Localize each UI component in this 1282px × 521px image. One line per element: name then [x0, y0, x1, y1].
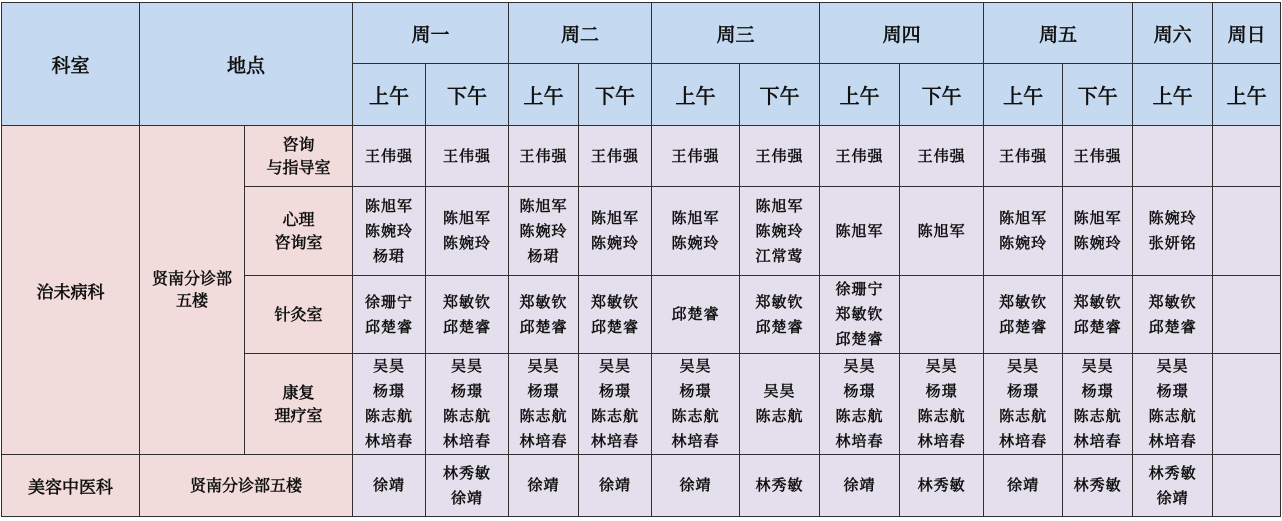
staff-name: 邱楚睿 — [999, 317, 1048, 336]
staff-name: 张妍铭 — [1148, 234, 1197, 252]
schedule-table — [1, 2, 1281, 517]
schedule-cell — [652, 276, 740, 354]
schedule-cell — [579, 354, 652, 455]
staff-name: 陈婉玲 — [1148, 209, 1197, 227]
staff-name: 杨珺 — [373, 246, 406, 265]
staff-name: 林秀敏 — [1073, 476, 1122, 494]
schedule-cell — [1213, 187, 1281, 276]
schedule-cell — [1063, 455, 1133, 517]
staff-name: 郑敏钦 — [999, 292, 1048, 311]
staff-name: 邱楚睿 — [835, 330, 884, 348]
period-header: 下午 — [579, 64, 652, 126]
schedule-cell — [1063, 354, 1133, 455]
period-header: 下午 — [426, 64, 509, 126]
staff-name: 杨璟 — [373, 382, 406, 400]
staff-name: 陈旭军 — [755, 196, 804, 215]
room-name — [245, 126, 353, 187]
staff-name: 徐珊宁 — [835, 280, 884, 298]
staff-name: 杨璟 — [843, 382, 876, 400]
staff-name: 林秀敏 — [443, 463, 492, 482]
staff-name: 陈志航 — [1148, 407, 1197, 425]
staff-name: 林培春 — [591, 432, 640, 450]
schedule-cell — [740, 455, 820, 517]
staff-name: 吴昊 — [1007, 357, 1040, 375]
staff-name: 徐珊宁 — [365, 292, 414, 311]
schedule-cell — [509, 126, 579, 187]
location-line: 五楼 — [175, 291, 208, 310]
staff-name: 林培春 — [443, 432, 492, 450]
staff-name: 陈志航 — [1073, 407, 1122, 425]
schedule-cell — [1063, 187, 1133, 276]
staff-name: 吴昊 — [925, 357, 958, 375]
period-header: 上午 — [820, 64, 900, 126]
schedule-cell — [740, 276, 820, 354]
staff-name: 王伟强 — [443, 146, 492, 165]
staff-name: 陈志航 — [443, 407, 492, 425]
staff-name: 徐靖 — [1156, 488, 1189, 507]
staff-name: 陈志航 — [835, 407, 884, 425]
header-day-fri: 周五 — [984, 3, 1133, 64]
schedule-cell — [1213, 354, 1281, 455]
table-row — [2, 455, 1281, 517]
staff-name: 杨璟 — [1081, 382, 1114, 400]
schedule-cell — [900, 187, 984, 276]
schedule-cell — [820, 187, 900, 276]
staff-name: 王伟强 — [917, 146, 966, 165]
staff-name: 林秀敏 — [1148, 463, 1197, 482]
staff-name: 吴昊 — [527, 357, 560, 375]
staff-name: 郑敏钦 — [591, 292, 640, 311]
staff-name: 吴昊 — [1156, 357, 1189, 375]
schedule-cell — [652, 126, 740, 187]
schedule-cell — [509, 276, 579, 354]
staff-name: 陈旭军 — [671, 209, 720, 227]
table-row — [2, 126, 1281, 187]
staff-name: 陈婉玲 — [519, 221, 568, 240]
staff-name: 林培春 — [671, 432, 720, 450]
schedule-cell — [579, 455, 652, 517]
staff-name: 杨珺 — [527, 246, 560, 265]
schedule-cell — [740, 187, 820, 276]
schedule-cell — [984, 187, 1063, 276]
schedule-cell — [900, 126, 984, 187]
staff-name: 吴昊 — [451, 357, 484, 375]
staff-name: 林培春 — [999, 432, 1048, 450]
staff-name: 徐靖 — [599, 476, 632, 494]
staff-name: 杨璟 — [451, 382, 484, 400]
schedule-cell — [1133, 276, 1213, 354]
staff-name: 邱楚睿 — [591, 317, 640, 336]
staff-name: 杨璟 — [925, 382, 958, 400]
schedule-cell — [353, 187, 426, 276]
staff-name: 郑敏钦 — [755, 292, 804, 311]
staff-name: 郑敏钦 — [519, 292, 568, 311]
staff-name: 杨璟 — [679, 382, 712, 400]
schedule-cell — [1213, 276, 1281, 354]
staff-name: 陈婉玲 — [999, 234, 1048, 252]
period-header: 上午 — [353, 64, 426, 126]
staff-name: 陈志航 — [365, 407, 414, 425]
staff-name: 邱楚睿 — [1148, 317, 1197, 336]
staff-name: 陈志航 — [519, 407, 568, 425]
staff-name: 陈旭军 — [519, 196, 568, 215]
department-location — [140, 455, 353, 517]
staff-name: 江常莺 — [755, 246, 804, 265]
staff-name: 杨璟 — [1156, 382, 1189, 400]
staff-name: 吴昊 — [373, 357, 406, 375]
staff-name: 徐靖 — [679, 476, 712, 494]
schedule-cell — [426, 276, 509, 354]
staff-name: 徐靖 — [1007, 476, 1040, 494]
staff-name: 陈婉玲 — [365, 221, 414, 240]
staff-name: 林秀敏 — [755, 476, 804, 494]
staff-name: 陈旭军 — [591, 209, 640, 227]
staff-name: 王伟强 — [591, 146, 640, 165]
schedule-cell — [1063, 276, 1133, 354]
schedule-cell — [1133, 187, 1213, 276]
staff-name: 吴昊 — [763, 382, 796, 400]
staff-name: 陈志航 — [755, 407, 804, 425]
period-header: 上午 — [1133, 64, 1213, 126]
staff-name: 吴昊 — [679, 357, 712, 375]
staff-name: 林培春 — [835, 432, 884, 450]
staff-name: 邱楚睿 — [365, 317, 414, 336]
staff-name: 吴昊 — [843, 357, 876, 375]
header-day-wed: 周三 — [652, 3, 820, 64]
schedule-cell — [509, 354, 579, 455]
staff-name: 林培春 — [1073, 432, 1122, 450]
staff-name: 陈志航 — [591, 407, 640, 425]
schedule-cell — [984, 354, 1063, 455]
room-name-line: 咨询室 — [274, 233, 323, 252]
staff-name: 陈旭军 — [443, 209, 492, 227]
header-department: 科室 — [2, 3, 140, 126]
staff-name: 徐靖 — [373, 476, 406, 494]
schedule-cell — [509, 187, 579, 276]
schedule-cell — [1213, 126, 1281, 187]
staff-name: 王伟强 — [755, 146, 804, 165]
staff-name: 杨璟 — [527, 382, 560, 400]
header-location: 地点 — [140, 3, 353, 126]
schedule-cell — [652, 354, 740, 455]
room-name — [245, 187, 353, 276]
period-header: 上午 — [652, 64, 740, 126]
staff-name: 邱楚睿 — [671, 305, 720, 323]
schedule-cell — [579, 276, 652, 354]
schedule-cell — [820, 455, 900, 517]
room-name-line: 针灸室 — [274, 305, 323, 324]
schedule-cell — [353, 455, 426, 517]
staff-name: 王伟强 — [671, 146, 720, 165]
department-name: 美容中医科 — [2, 455, 140, 517]
staff-name: 陈旭军 — [1073, 209, 1122, 227]
staff-name: 林培春 — [365, 432, 414, 450]
schedule-cell — [579, 126, 652, 187]
schedule-cell — [426, 354, 509, 455]
schedule-cell — [652, 187, 740, 276]
room-name-line: 心理 — [282, 210, 315, 229]
department-location — [140, 126, 245, 455]
staff-name: 林秀敏 — [917, 476, 966, 494]
staff-name: 郑敏钦 — [1148, 292, 1197, 311]
schedule-cell — [820, 126, 900, 187]
staff-name: 郑敏钦 — [1073, 292, 1122, 311]
staff-name: 邱楚睿 — [1073, 317, 1122, 336]
staff-name: 陈旭军 — [365, 196, 414, 215]
staff-name: 林培春 — [519, 432, 568, 450]
room-name-line: 咨询 — [282, 135, 315, 154]
schedule-cell — [426, 187, 509, 276]
staff-name: 王伟强 — [365, 146, 414, 165]
staff-name: 郑敏钦 — [835, 305, 884, 323]
room-name-line: 理疗室 — [274, 406, 323, 425]
header-day-sun: 周日 — [1213, 3, 1281, 64]
schedule-cell — [509, 455, 579, 517]
staff-name: 邱楚睿 — [443, 317, 492, 336]
schedule-cell — [1213, 455, 1281, 517]
period-header: 上午 — [1213, 64, 1281, 126]
schedule-cell — [984, 455, 1063, 517]
schedule-cell — [1133, 126, 1213, 187]
header-day-thu: 周四 — [820, 3, 984, 64]
schedule-cell — [353, 276, 426, 354]
staff-name: 王伟强 — [999, 146, 1048, 165]
room-name — [245, 276, 353, 354]
schedule-cell — [740, 354, 820, 455]
staff-name: 陈志航 — [999, 407, 1048, 425]
location-line: 贤南分诊部 — [151, 269, 232, 288]
schedule-cell — [579, 187, 652, 276]
staff-name: 王伟强 — [835, 146, 884, 165]
schedule-cell — [820, 276, 900, 354]
staff-name: 王伟强 — [519, 146, 568, 165]
header-day-sat: 周六 — [1133, 3, 1213, 64]
staff-name: 陈旭军 — [917, 221, 966, 240]
schedule-cell — [426, 455, 509, 517]
staff-name: 徐靖 — [527, 476, 560, 494]
staff-name: 邱楚睿 — [755, 317, 804, 336]
staff-name: 陈旭军 — [999, 209, 1048, 227]
schedule-cell — [353, 354, 426, 455]
staff-name: 王伟强 — [1073, 146, 1122, 165]
header-day-tue: 周二 — [509, 3, 652, 64]
staff-name: 陈旭军 — [835, 221, 884, 240]
staff-name: 吴昊 — [1081, 357, 1114, 375]
staff-name: 陈婉玲 — [671, 234, 720, 252]
schedule-cell — [900, 354, 984, 455]
staff-name: 陈婉玲 — [1073, 234, 1122, 252]
period-header: 下午 — [1063, 64, 1133, 126]
room-name-line: 康复 — [282, 383, 315, 402]
schedule-cell — [1063, 126, 1133, 187]
schedule-cell — [984, 126, 1063, 187]
header-day-mon: 周一 — [353, 3, 509, 64]
period-header: 上午 — [984, 64, 1063, 126]
staff-name: 郑敏钦 — [443, 292, 492, 311]
staff-name: 林培春 — [917, 432, 966, 450]
staff-name: 杨璟 — [1007, 382, 1040, 400]
schedule-cell — [740, 126, 820, 187]
staff-name: 林培春 — [1148, 432, 1197, 450]
period-header: 下午 — [900, 64, 984, 126]
schedule-cell — [353, 126, 426, 187]
schedule-cell — [1133, 455, 1213, 517]
schedule-cell — [652, 455, 740, 517]
staff-name: 杨璟 — [599, 382, 632, 400]
staff-name: 徐靖 — [843, 476, 876, 494]
schedule-cell — [984, 276, 1063, 354]
staff-name: 徐靖 — [451, 488, 484, 507]
schedule-cell — [820, 354, 900, 455]
staff-name: 陈志航 — [671, 407, 720, 425]
schedule-cell — [1133, 354, 1213, 455]
schedule-cell — [900, 455, 984, 517]
department-name: 治未病科 — [2, 126, 140, 455]
room-name-line: 与指导室 — [266, 158, 331, 177]
schedule-cell — [900, 276, 984, 354]
staff-name: 陈婉玲 — [591, 234, 640, 252]
staff-name: 邱楚睿 — [519, 317, 568, 336]
period-header: 下午 — [740, 64, 820, 126]
staff-name: 陈婉玲 — [443, 234, 492, 252]
staff-name: 陈志航 — [917, 407, 966, 425]
room-name — [245, 354, 353, 455]
schedule-cell — [426, 126, 509, 187]
staff-name: 陈婉玲 — [755, 221, 804, 240]
location-line: 贤南分诊部五楼 — [190, 475, 303, 495]
period-header: 上午 — [509, 64, 579, 126]
staff-name: 吴昊 — [599, 357, 632, 375]
